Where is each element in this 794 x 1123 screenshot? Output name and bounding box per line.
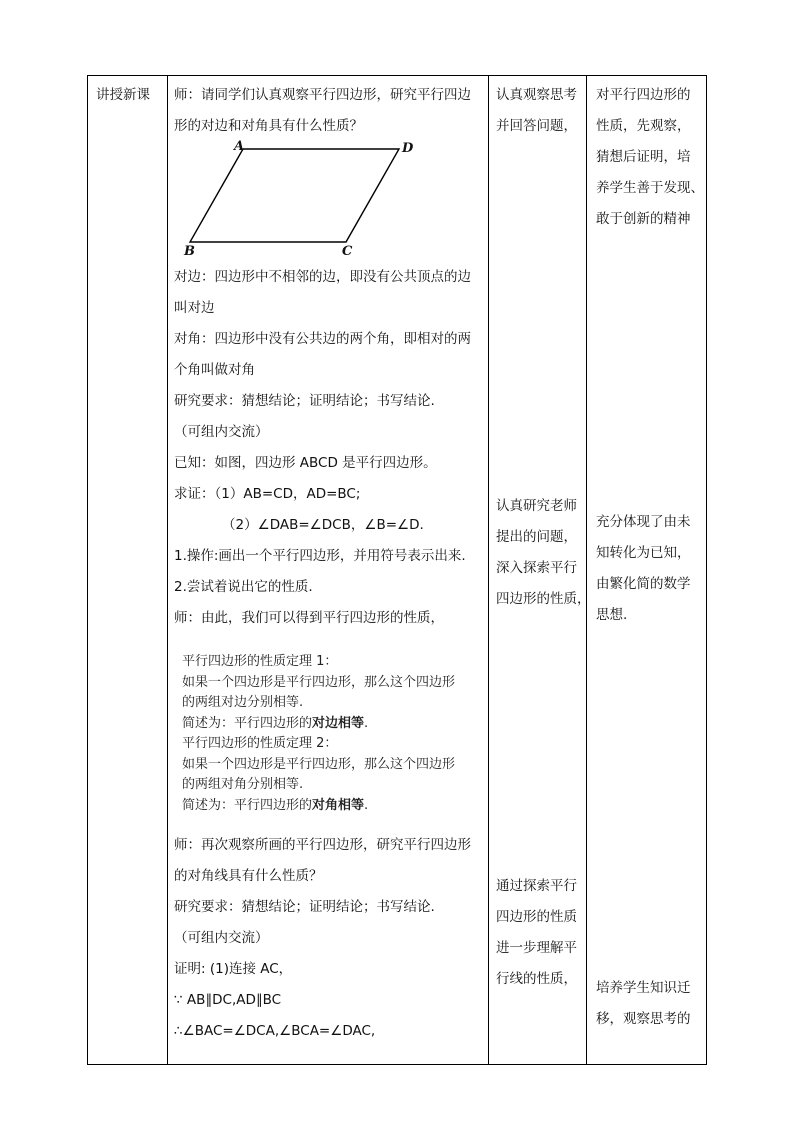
teaching-content-column [174,80,490,1047]
design-intent-line: 对平行四边形的 [596,87,691,103]
vertex-label-b: B [184,244,195,259]
theorem-text: 的两组对边分别相等. [182,695,304,710]
theorem-text: 的两组对角分别相等. [182,777,304,792]
theorem-box [182,646,490,830]
definition-line: 叫对边 [174,300,215,316]
student-activity-line: 四边形的性质， [496,591,591,607]
theorem-title: 平行四边形的性质定理 2： [182,736,338,751]
column-divider [586,76,587,1064]
requirement-line: 研究要求：猜想结论；证明结论；书写结论. [174,899,435,915]
design-intent-line: 知转化为已知， [596,545,691,561]
prove-line: （2）∠DAB=∠DCB，∠B=∠D. [222,517,424,533]
teacher-question: 的对角线具有什么性质？ [174,868,323,884]
student-activity-line: 通过探索平行 [496,878,577,894]
lesson-table [87,75,707,1065]
student-activity-line: 认真观察思考 [496,87,577,103]
prove-line: 求证：（1）AB=CD，AD=BC; [174,486,361,502]
design-intent-line: 移，观察思考的 [596,1011,691,1027]
theorem-title: 平行四边形的性质定理 1： [182,654,338,669]
stage-label: 讲授新课 [96,87,150,103]
definition-line: 对角：四边形中没有公共边的两个角，即相对的两 [174,331,471,347]
vertex-label-a: A [234,139,245,154]
given-line: 已知：如图，四边形 ABCD 是平行四边形。 [174,455,437,471]
group-note: （可组内交流） [174,930,269,946]
student-activity-line: 四边形的性质 [496,909,577,925]
student-activity-line: 提出的问题， [496,529,577,545]
design-intent-line: 充分体现了由未 [596,514,691,530]
teacher-question: 形的对边和对角具有什么性质？ [174,118,363,134]
vertex-label-d: D [402,141,414,156]
student-activity-line: 进一步理解平 [496,940,577,956]
student-activity-line: 行线的性质， [496,971,577,987]
vertex-label-c: C [342,244,353,259]
teacher-conclusion: 师：由此，我们可以得到平行四边形的性质， [174,610,444,626]
student-activity-line: 深入探索平行 [496,560,577,576]
design-intent-line: 猜想后证明，培 [596,149,691,165]
definition-line: 对边：四边形中不相邻的边，即没有公共顶点的边 [174,269,471,285]
theorem-brief: 简述为：平行四边形的对角相等. [182,797,369,813]
proof-line: ∴∠BAC=∠DCA,∠BCA=∠DAC, [174,1023,376,1039]
design-intent-column [596,80,706,1035]
parallelogram-svg [174,139,490,262]
theorem-text: 如果一个四边形是平行四边形，那么这个四边形 [182,674,456,690]
design-intent-line: 养学生善于发现、 [596,180,704,196]
design-intent-line: 思想. [596,607,628,623]
proof-line: 证明: (1)连接 AC， [174,961,293,977]
student-activity-line: 认真研究老师 [496,498,577,514]
design-intent-line: 性质，先观察， [596,118,691,134]
theorem-brief: 简述为：平行四边形的对边相等. [182,715,369,731]
teacher-question: 师：再次观察所画的平行四边形，研究平行四边形 [174,837,471,853]
stage-column [96,80,150,111]
definition-line: 个角叫做对角 [174,362,255,378]
design-intent-line: 由繁化简的数学 [596,576,691,592]
requirement-line: 研究要求：猜想结论；证明结论；书写结论. [174,393,435,409]
teacher-question: 师：请同学们认真观察平行四边形，研究平行四边 [174,87,471,103]
theorem-text: 如果一个四边形是平行四边形，那么这个四边形 [182,756,456,772]
design-intent-line: 培养学生知识迁 [596,980,691,996]
proof-line: ∵ AB∥DC,AD∥BC [174,992,282,1008]
column-divider [167,76,168,1064]
design-intent-line: 敢于创新的精神 [596,211,691,227]
group-note: （可组内交流） [174,424,269,440]
student-activity-line: 并回答问题， [496,118,577,134]
operation-line: 2.尝试着说出它的性质. [174,579,313,595]
student-activity-column [496,80,591,995]
operation-line: 1.操作:画出一个平行四边形，并用符号表示出来. [174,548,466,564]
parallelogram-figure [174,139,490,262]
